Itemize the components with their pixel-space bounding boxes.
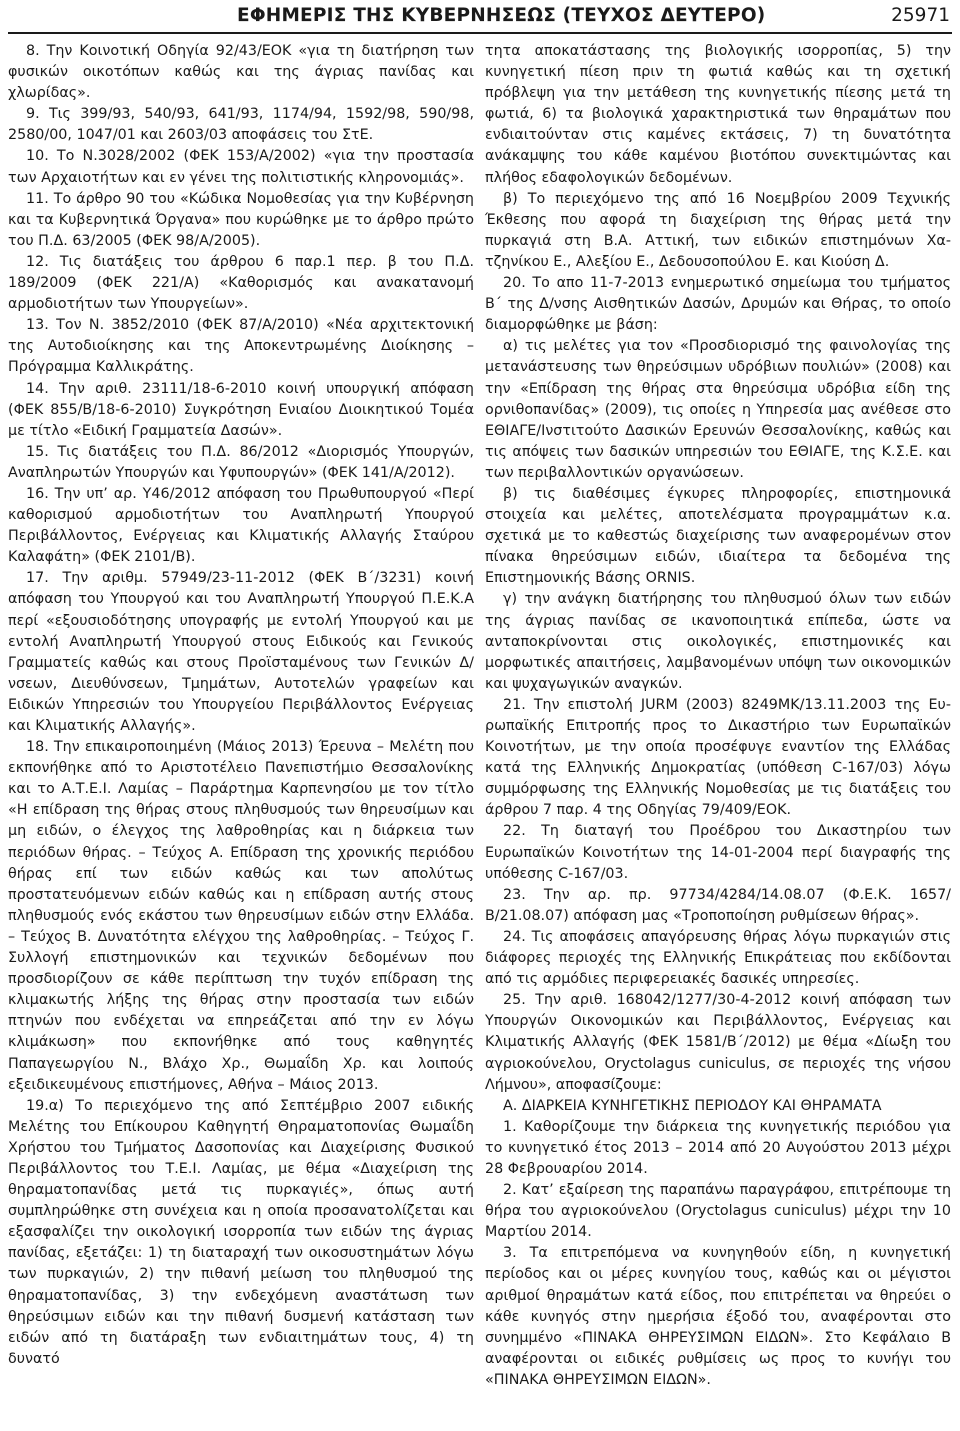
page-number: 25971: [891, 5, 950, 26]
left-column: [8, 41, 474, 1370]
article-2: 2. Κατ’ εξαίρεση της παραπάνω παραγράφου, επιτρέπουμε τη θήρα του αγριοκούνελου (Oryctolagus cuniculus) μέχρι την 10 Μαρτίου 2014.: [485, 1182, 951, 1241]
paragraph-11: 11. Το άρθρο 90 του «Κώδικα Νομοθεσίας για την Κυβέρνηση και τα Κυβερνητικά Όργανα» που κυρώθηκε με το άρθρο πρώτο του Π.Δ. 63/2005 (ΦΕΚ 98/Α/2005).: [8, 190, 474, 249]
paragraph-19a-continued: τητα αποκατάστασης της βιολογικής ισορροπίας, 5) την κυνηγετική πίεση πριν τη φωτιά καθώς και τη σχετική πρόβλεψη για την μετάθεση της κυνηγετικής πίεσης μετά τη φωτιά, 6) τα βιολογικά χαρακτηριστικά των θηραμάτων που ενδιαιτούνταν στις καμένες εκτάσεις, 7) τη δυνατότητα ανάκαμψης του κάθε καμένου βιοτόπου συνεκτιμώντας και πλήθος εδαφολογικών δεδομένων.: [485, 43, 951, 186]
paragraph-25: 25. Την αριθ. 168042/1277/30-4-2012 κοινή απόφαση των Υπουργών Οικονομικών και Περιβάλλοντος, Ενέργειας και Κλιματικής Αλλαγής (ΦΕΚ 1581/Β΄/2012) με θέμα «Δίωξη του αγριοκούνελου, Oryctolagus cuniculus, σε περιοχές της νήσου Λήμνου», αποφασίζουμε:: [485, 992, 951, 1093]
gazette-title: ΕΦΗΜΕΡΙΣ ΤΗΣ ΚΥΒΕΡΝΗΣΕΩΣ (ΤΕΥΧΟΣ ΔΕΥΤΕΡΟ): [237, 5, 766, 26]
article-1: 1. Καθορίζουμε την διάρκεια της κυνηγετικής περιόδου για το κυνηγετικό έτος 2013 – 2014 από 20 Αυγούστου 2013 μέχρι 28 Φεβρουαρίου 2014.: [485, 1118, 951, 1177]
page-header: [0, 0, 960, 33]
paragraph-19a: 19.α) Το περιεχόμενο της από Σεπτέμβριο 2007 ειδικής Μελέτης του Επίκουρου Καθηγητή Θηραματοπονίας Θωμαΐδη Χρήστου του Τμήματος Δασοπονίας και Διαχείρισης Φυσικού Περιβάλλοντος του Τ.Ε.Ι. Λαμίας, με θέμα «Διαχείριση της θηραματοπανίδας μετά τις πυρκαγιές», όπως αυτή συμπληρώθηκε στη συνέχεια και η οποία προσανατολίζεται και εξασφαλίζει την οικολογική ισορροπία των ειδών της άγριας πανίδας, εξετάζει: 1) τη διαταραχή των οικοσυστημάτων λόγω των πυρκαγιών, 2) την πιθανή μείωση του πληθυσμού της θηραματοπανίδας, 3) την ενδεχόμενη αναστάτωση των θηρεύσιμων ειδών και την πιθανή δυσμενή κατάσταση των ειδών από τη διατάραξη των ενδιαιτημάτων τους, 4) τη δυνατό: [8, 1097, 474, 1367]
paragraph-20c: γ) την ανάγκη διατήρησης του πληθυσμού όλων των ειδών της άγριας πανίδας σε ικανοποιητικά επίπεδα, ώστε να ανταποκρίνονται στις οικολογικές, επιστημονικές και μορφωτικές απαιτήσεις, λαμβανομένων υπόψη των οικονομικών και ψυχαγωγικών αναγκών.: [485, 591, 951, 692]
paragraph-8: 8. Την Κοινοτική Οδηγία 92/43/ΕΟΚ «για τη διατήρηση των φυσικών οικοτόπων καθώς και της άγριας πανίδας και χλωρίδας».: [8, 43, 474, 102]
header-rule: [8, 32, 952, 34]
paragraph-20b: β) τις διαθέσιμες έγκυρες πληροφορίες, επιστημονικά στοιχεία και μελέτες, αποτελέσματα προγραμμάτων κ.α. σχετικά με το καθεστώς διαχείρισης των αναφερομένων στον πίνακα θηρεύσιμων ειδών, ιδιαίτερα τα δεδομένα της Επιστημονικής Βάσης ORNIS.: [485, 485, 951, 587]
paragraph-13: 13. Τον Ν. 3852/2010 (ΦΕΚ 87/Α/2010) «Νέα αρχιτεκτονική της Αυτοδιοίκησης και της Αποκεντρωμένης Διοίκησης – Πρόγραμμα Καλλικράτης.: [8, 317, 474, 376]
right-column: [485, 41, 951, 1391]
paragraph-12: 12. Τις διατάξεις του άρθρου 6 παρ.1 περ. β του Π.Δ. 189/2009 (ΦΕΚ 221/Α) «Καθορισμός και ανακατανομή αρμοδιοτήτων των Υπουργείων».: [8, 253, 474, 313]
paragraph-23: 23. Την αρ. πρ. 97734/4284/14.08.07 (Φ.Ε.Κ. 1657/Β/21.08.07) απόφαση μας «Τροποποίηση ρυθμίσεων θήρας».: [485, 886, 951, 924]
article-3: 3. Τα επιτρεπόμενα να κυνηγηθούν είδη, η κυνηγετική περίοδος και οι μέρες κυνηγίου τους, καθώς και οι μέγιστοι αριθμοί θηραμάτων κατά είδος, που επιτρέπεται να θηρεύει ο κάθε κυνηγός στην ημερήσια έξοδό του, αναφέρονται στο συνημμένο «ΠΙΝΑΚΑ ΘΗΡΕΥΣΙΜΩΝ ΕΙΔΩΝ». Στο Κεφάλαιο Β αναφέρονται οι ειδικές ρυθμίσεις ως προς το κυνήγι του «ΠΙΝΑΚΑ ΘΗΡΕΥΣΙΜΩΝ ΕΙΔΩΝ».: [485, 1245, 951, 1388]
paragraph-18: 18. Την επικαιροποιημένη (Μάιος 2013) Έρευνα – Μελέτη που εκπονήθηκε από το Αριστοτέλειο Πανεπιστήμιο Θεσσαλονίκης και το Α.Τ.Ε.Ι. Λαμίας – Παράρτημα Καρπενησίου με τον τίτλο «Η επίδραση της θήρας στους πληθυσμούς των θηρευσίμων και μη ειδών, ο έλεγχος της λαθροθηρίας και η διάρκεια των περιόδων θήρας. – Τεύχος Α. Επίδραση της χρονικής περιόδου θήρας επί των ειδών καθώς και των απολύτως προστατευόμενων ειδών καθώς και η επίδραση αυτής στους πληθυσμούς ενός εκάστου των θηρευσίμων ειδών στην Ελλάδα. – Τεύχος Β. Δυνατότητα ελέγχου της λαθροθηρίας. – Τεύχος Γ. Συλλογή επιστημονικών και τεχνικών δεδομένων που προσδιορίζουν σε κάθε περίπτωση την τυχόν επίδραση της κλιμακωτής λήξης της θήρας στην προστασία των ειδών πτηνών που ενδέχεται να επηρεάζεται από την εν λόγω κλιμάκωση» που εκπονήθηκε από τους καθηγητές Παπαγεωργίου Ν., Βλάχο Χρ., Θωμαΐδη Χρ. και λοιπούς εξειδικευμένους επιστήμονες, Αθήνα – Μάιος 2013.: [8, 739, 474, 1093]
paragraph-10: 10. Το Ν.3028/2002 (ΦΕΚ 153/Α/2002) «για την προστασία των Αρχαιοτήτων και εν γένει της πολιτιστικής κληρονομιάς».: [8, 148, 474, 186]
paragraph-15: 15. Τις διατάξεις του Π.Δ. 86/2012 «Διορισμός Υπουργών, Αναπληρωτών Υπουργών και Υφυπουργών» (ΦΕΚ 141/Α/2012).: [8, 443, 474, 481]
paragraph-20: 20. Το απο 11-7-2013 ενημερωτικό σημείωμα του τμήματος Β΄ της Δ/νσης Αισθητικών Δασών, Δρυμών και Θήρας, το οποίο διαμορφώθηκε με βάση:: [485, 275, 951, 334]
paragraph-17: 17. Την αριθμ. 57949/23-11-2012 (ΦΕΚ Β΄/3231) κοινή απόφαση του Υπουργού και του Αναπληρωτή Υπουργού Π.Ε.Κ.Α περί «εξουσιοδότησης υπογραφής με εντολή Υπουργού και με εντολή Αναπληρωτή Υπουργού στους Ειδικούς και Γενικούς Γραμματείς καθώς και στους Προϊσταμένους των Γενικών Δ/νσεων, Διευθύνσεων, Τμημάτων, Αυτοτελών γραφείων και Ειδικών Υπηρεσιών του Υπουργείου Περιβάλλοντος Ενέργειας και Κλιματικής Αλλαγής».: [8, 570, 474, 734]
paragraph-16: 16. Την υπ’ αρ. Υ46/2012 απόφαση του Πρωθυπουργού «Περί καθορισμού αρμοδιοτήτων του Αναπληρωτή Υπουργού Περιβάλλοντος, Ενέργειας και Κλιματικής Αλλαγής Σταύρου Καλαφάτη» (ΦΕΚ 2101/Β).: [8, 485, 474, 566]
paragraph-22: 22. Τη διαταγή του Προέδρου του Δικαστηρίου των Ευρωπαϊκών Κοινοτήτων της 14-01-2004 περί διαγραφής της υπόθεσης C-167/03.: [485, 823, 951, 882]
paragraph-19b: β) Το περιεχόμενο της από 16 Νοεμβρίου 2009 Τεχνικής Έκθεσης που αφορά τη διαχείριση της θήρας μετά την πυρκαγιά στη Β.Α. Αττική, των ειδικών επιστημόνων Χατζηνίκου Ε., Αλεξίου Ε., Δεδουσοπούλου Ε. και Κιούση Δ.: [485, 190, 951, 270]
paragraph-24: 24. Τις αποφάσεις απαγόρευσης θήρας λόγω πυρκαγιών στις διάφορες περιοχές της Ελληνικής Επικράτειας που εκδίδονται από τις αρμόδιες περιφερειακές δασικές υπηρεσίες.: [485, 928, 951, 988]
paragraph-14: 14. Την αριθ. 23111/18-6-2010 κοινή υπουργική απόφαση (ΦΕΚ 855/Β/18-6-2010) Συγκρότηση Ενιαίου Διοικητικού Τομέα με τίτλο «Ειδική Γραμματεία Δασών».: [8, 380, 474, 439]
paragraph-9: 9. Τις 399/93, 540/93, 641/93, 1174/94, 1592/98, 590/98, 2580/00, 1047/01 και 2603/03 αποφάσεις του ΣτΕ.: [8, 106, 474, 144]
section-heading-a: Α. ΔΙΑΡΚΕΙΑ ΚΥΝΗΓΕΤΙΚΗΣ ΠΕΡΙΟΔΟΥ ΚΑΙ ΘΗΡΑΜΑΤΑ: [503, 1097, 882, 1114]
paragraph-20a: α) τις μελέτες για τον «Προσδιορισμό της φαινολογίας της μετανάστευσης των θηρεύσιμων υδρόβιων πουλιών» (2008) και την «Επίδραση της θήρας στα θηρεύσιμα υδρόβια είδη της ορνιθοπανίδας» (2009), τις οποίες η Υπηρεσία μας ανέθεσε στο ΕΘΙΑΓΕ/Ινστιτούτο Δασικών Ερευνών Θεσσαλονίκης, καθώς και τις απόψεις των δασικών υπηρεσιών του ΕΘΙΑΓΕ, της Κ.Σ.Ε. και των περιβαλλοντικών οργανώσεων.: [485, 338, 951, 481]
paragraph-21: 21. Την επιστολή JURM (2003) 8249MK/13.11.2003 της Ευρωπαϊκής Επιτροπής προς το Δικαστήριο των Ευρωπαϊκών Κοινοτήτων, με την οποία προσέφυγε εναντίον της Ελλάδας κατά της Ελληνικής Δημοκρατίας (υπόθεση C-167/03) λόγω συμμόρφωσης της Ελληνικής Νομοθεσίας με τις διατάξεις του άρθρου 7 παρ. 4 της Οδηγίας 79/409/ΕΟΚ.: [485, 696, 951, 819]
